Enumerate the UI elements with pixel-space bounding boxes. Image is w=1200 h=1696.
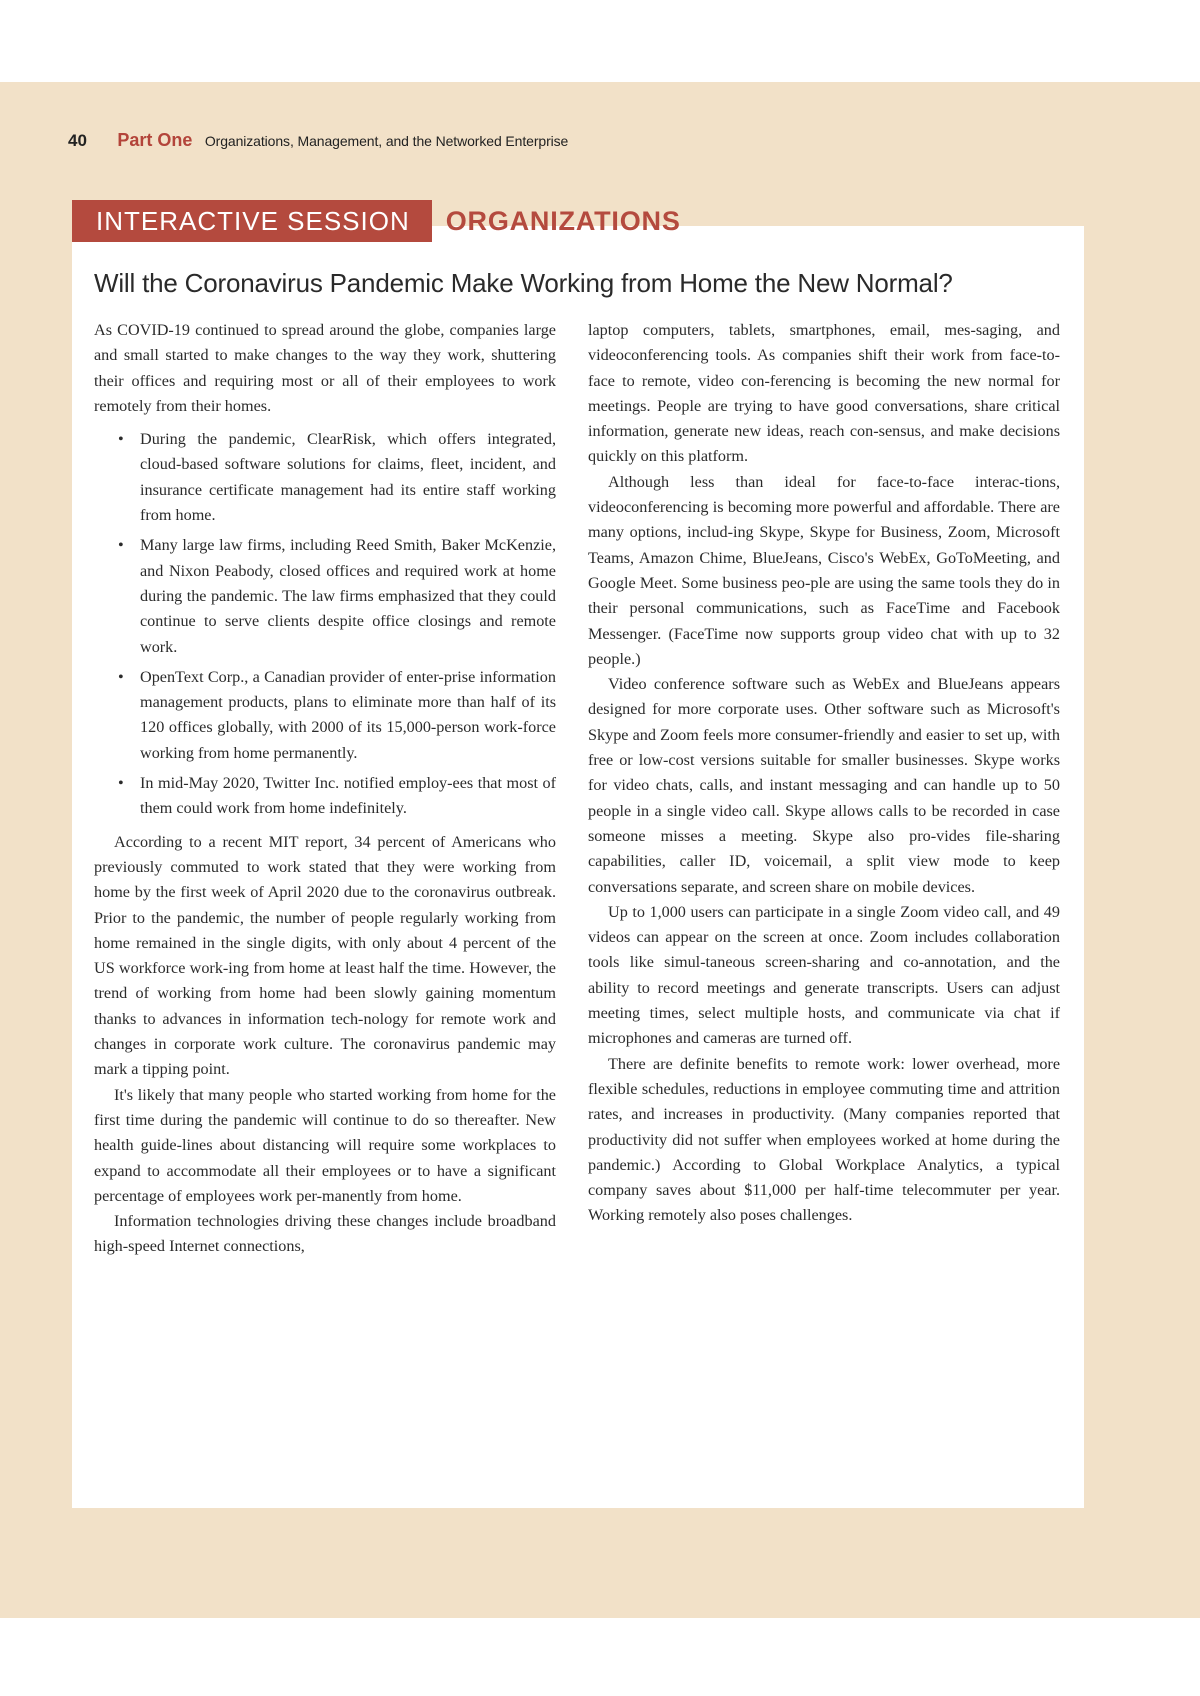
list-item-text: OpenText Corp., a Canadian provider of enter-prise information management products, plans to eliminate more than half of its 120 offices globally, with 2000 of its 15,000-person work-force working from home permanently. [140,667,556,762]
part-label: Part One [117,130,193,150]
list-item [118,771,556,822]
session-topic: ORGANIZATIONS [445,205,681,236]
left-column [94,318,556,1260]
list-item [118,427,556,528]
list-item [118,533,556,659]
list-item-text: In mid-May 2020, Twitter Inc. notified employ-ees that most of them could work from home indefinitely. [140,774,556,818]
body-paragraph: Although less than ideal for face-to-face interac-tions, videoconferencing is becoming more powerful and affordable. There are many options, includ-ing Skype, Skype for Business, Zoom, Microsoft Teams, Amazon Chime, BlueJeans, Cisco's WebEx, GoToMeeting, and Google Meet. Some business peo-ple are using the same tools they do in their personal communications, such as FaceTime and Facebook Messenger. (FaceTime now supports group video chat with up to 32 people.) [588,472,1060,668]
body-paragraph: It's likely that many people who started working from home for the first time during the pandemic will continue to do so thereafter. New health guide-lines about distancing will require some workplaces to expand to accommodate all their employees or to have a significant percentage of employees work per-manently from home. [94,1085,556,1205]
bullet-list [94,427,556,821]
article-title: Will the Coronavirus Pandemic Make Working from Home the New Normal? [94,268,953,298]
bullet-icon: • [118,667,124,686]
list-item-text: During the pandemic, ClearRisk, which offers integrated, cloud-based software solutions for claims, fleet, incident, and insurance certificate management had its entire staff working from home. [140,430,556,525]
running-head [68,130,568,151]
body-paragraph: Video conference software such as WebEx and BlueJeans appears designed for more corporate uses. Other software such as Microsoft's Skype and Zoom feels more consumer-friendly and easier to set up, with free or low-cost versions suitable for smaller businesses. Skype works for video chats, calls, and instant messaging and can handle up to 50 people in a single video call. Skype allows calls to be recorded in case someone misses a meeting. Skype also pro-vides file-sharing capabilities, caller ID, voicemail, a split view mode to keep conversations separate, and screen share on mobile devices. [588,675,1060,896]
session-label: INTERACTIVE SESSION [72,200,432,242]
body-paragraph: Up to 1,000 users can participate in a single Zoom video call, and 49 videos can appear on the screen at once. Zoom includes collaboration tools like simul-taneous screen-sharing and co-annotation, and the ability to record meetings and generate transcripts. Users can adjust meeting times, select multiple hosts, and communicate via chat if microphones and cameras are turned off. [588,902,1060,1048]
page-number: 40 [68,131,87,150]
body-paragraph: Information technologies driving these changes include broadband high-speed Internet connections, [94,1212,556,1256]
intro-paragraph: As COVID-19 continued to spread around the globe, companies large and small started to make changes to the way they work, shuttering their offices and requiring most or all of their employees to work remotely from their homes. [94,321,556,415]
session-banner [72,200,681,242]
list-item-text: Many large law firms, including Reed Smith, Baker McKenzie, and Nixon Peabody, closed offices and required work at home during the pandemic. The law firms emphasized that they could continue to serve clients despite office closings and remote work. [140,536,556,656]
right-column [588,318,1060,1229]
body-paragraph: laptop computers, tablets, smartphones, email, mes-saging, and videoconferencing tools. As companies shift their work from face-to-face to remote, video con-ferencing is becoming the new normal for meetings. People are trying to have good conversations, share critical information, generate new ideas, reach con-sensus, and make decisions quickly on this platform. [588,321,1060,466]
bullet-icon: • [118,774,124,793]
body-paragraph: According to a recent MIT report, 34 percent of Americans who previously commuted to work stated that they were working from home by the first week of April 2020 due to the coronavirus outbreak. Prior to the pandemic, the number of people regularly working from home remained in the single digits, with only about 4 percent of the US workforce work-ing from home at least half the time. However, the trend of working from home had been slowly gaining momentum thanks to advances in information tech-nology for remote work and changes in corporate work culture. The coronavirus pandemic may mark a tipping point. [94,832,556,1079]
bullet-icon: • [118,430,124,449]
bullet-icon: • [118,536,124,555]
part-title: Organizations, Management, and the Networked Enterprise [204,133,569,149]
body-paragraph: There are definite benefits to remote work: lower overhead, more flexible schedules, reductions in employee commuting time and attrition rates, and increases in productivity. (Many companies reported that productivity did not suffer when employees worked at home during the pandemic.) According to Global Workplace Analytics, a typical company saves about $11,000 per half-time telecommuter per year. Working remotely also poses challenges. [588,1054,1060,1225]
list-item [118,665,556,766]
